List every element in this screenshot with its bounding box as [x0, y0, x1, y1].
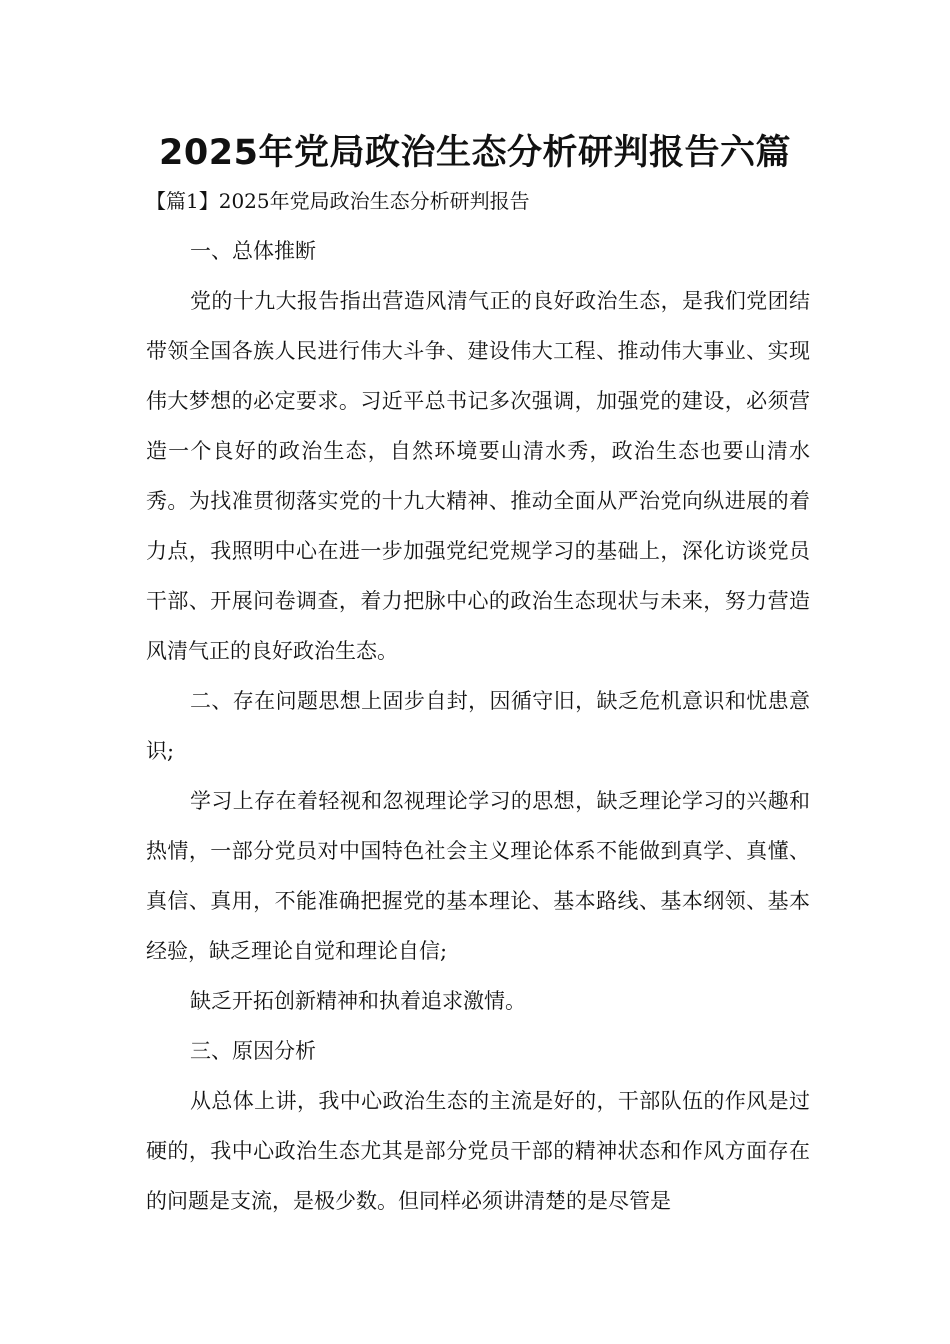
document-title: 2025年党局政治生态分析研判报告六篇	[159, 133, 791, 173]
heading-overall-judgment: 一、总体推断	[190, 239, 316, 263]
paragraph-lack-innovation: 缺乏开拓创新精神和执着追求激情。	[190, 989, 526, 1013]
paragraph-overall-judgment: 党的十九大报告指出营造风清气正的良好政治生态，是我们党团结带领全国各族人民进行伟大斗争、建设伟大工程、推动伟大事业、实现伟大梦想的必定要求。习近平总书记多次强调，加强党的建设，必须营造一个良好的政治生态，自然环境要山清水秀，政治生态也要山清水秀。为找准贯彻落实党的十九大精神、推动全面从严治党向纵进展的着力点，我照明中心在进一步加强党纪党规学习的基础上，深化访谈党员干部、开展问卷调查，着力把脉中心的政治生态现状与未来，努力营造风清气正的良好政治生态。	[146, 289, 810, 663]
paragraph-cause-analysis: 从总体上讲，我中心政治生态的主流是好的，干部队伍的作风是过硬的，我中心政治生态尤其是部分党员干部的精神状态和作风方面存在的问题是支流，是极少数。但同样必须讲清楚的是尽管是	[146, 1089, 810, 1213]
heading-existing-problems: 二、存在问题思想上固步自封，因循守旧，缺乏危机意识和忧患意识;	[146, 689, 810, 763]
document-body	[146, 226, 810, 1226]
paragraph-study-problems: 学习上存在着轻视和忽视理论学习的思想，缺乏理论学习的兴趣和热情，一部分党员对中国特色社会主义理论体系不能做到真学、真懂、真信、真用，不能准确把握党的基本理论、基本路线、基本纲领、基本经验，缺乏理论自觉和理论自信;	[146, 789, 810, 963]
section-subtitle: 【篇1】2025年党局政治生态分析研判报告	[146, 189, 530, 213]
heading-cause-analysis: 三、原因分析	[190, 1039, 316, 1063]
